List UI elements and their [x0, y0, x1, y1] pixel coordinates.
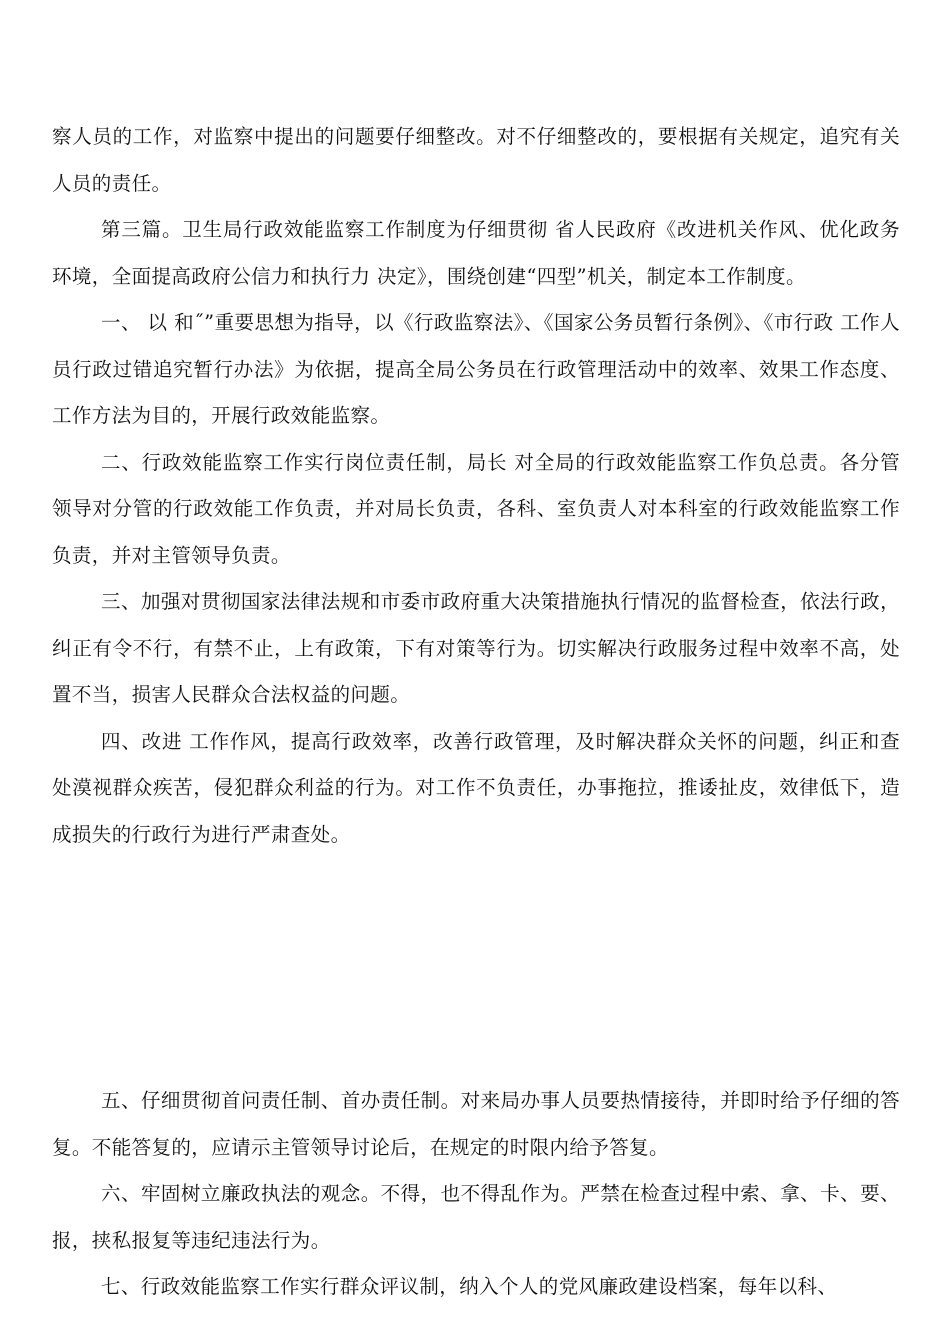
document-section-2: [52, 1078, 900, 1311]
paragraph: 第三篇。卫生局行政效能监察工作制度为仔细贯彻 省人民政府《改进机关作风、优化政务环境，全面提高政府公信力和执行力 决定》，围绕创建“四型”机关，制定本工作制度。: [52, 218, 900, 288]
paragraph: 一、 以 和˝”重要思想为指导，以《行政监察法》、《国家公务员暂行条例》、《市行政 工作人员行政过错追究暂行办法》为依据，提高全局公务员在行政管理活动中的效率、效果工作态度、工作方法为目的，开展行政效能监察。: [52, 311, 900, 427]
section-spacer: [52, 858, 900, 1078]
paragraph: 察人员的工作，对监察中提出的问题要仔细整改。对不仔细整改的，要根据有关规定，追究有关人员的责任。: [52, 125, 900, 195]
paragraph: 七、行政效能监察工作实行群众评议制，纳入个人的党风廉政建设档案，每年以科、: [101, 1275, 838, 1298]
document-body: [52, 114, 900, 1311]
document-section-1: [52, 114, 900, 858]
paragraph: 六、牢固树立廉政执法的观念。不得，也不得乱作为。严禁在检查过程中索、拿、卡、要、报，挟私报复等违纪违法行为。: [52, 1182, 900, 1252]
paragraph: 三、加强对贯彻国家法律法规和市委市政府重大决策措施执行情况的监督检查，依法行政，纠正有令不行，有禁不止，上有政策，下有对策等行为。切实解决行政服务过程中效率不高，处置不当，损害人民群众合法权益的问题。: [52, 590, 900, 706]
paragraph: 二、行政效能监察工作实行岗位责任制，局长 对全局的行政效能监察工作负总责。各分管领导对分管的行政效能工作负责，并对局长负责，各科、室负责人对本科室的行政效能监察工作负责，并对主管领导负责。: [52, 450, 900, 567]
paragraph: 四、改进 工作作风，提高行政效率，改善行政管理，及时解决群众关怀的问题，纠正和查处漠视群众疾苦，侵犯群众利益的行为。对工作不负责任，办事拖拉，推诿扯皮，效律低下，造成损失的行政行为进行严肃查处。: [52, 729, 900, 846]
paragraph: 五、仔细贯彻首问责任制、首办责任制。对来局办事人员要热情接待，并即时给予仔细的答复。不能答复的，应请示主管领导讨论后，在规定的时限内给予答复。: [52, 1089, 900, 1159]
